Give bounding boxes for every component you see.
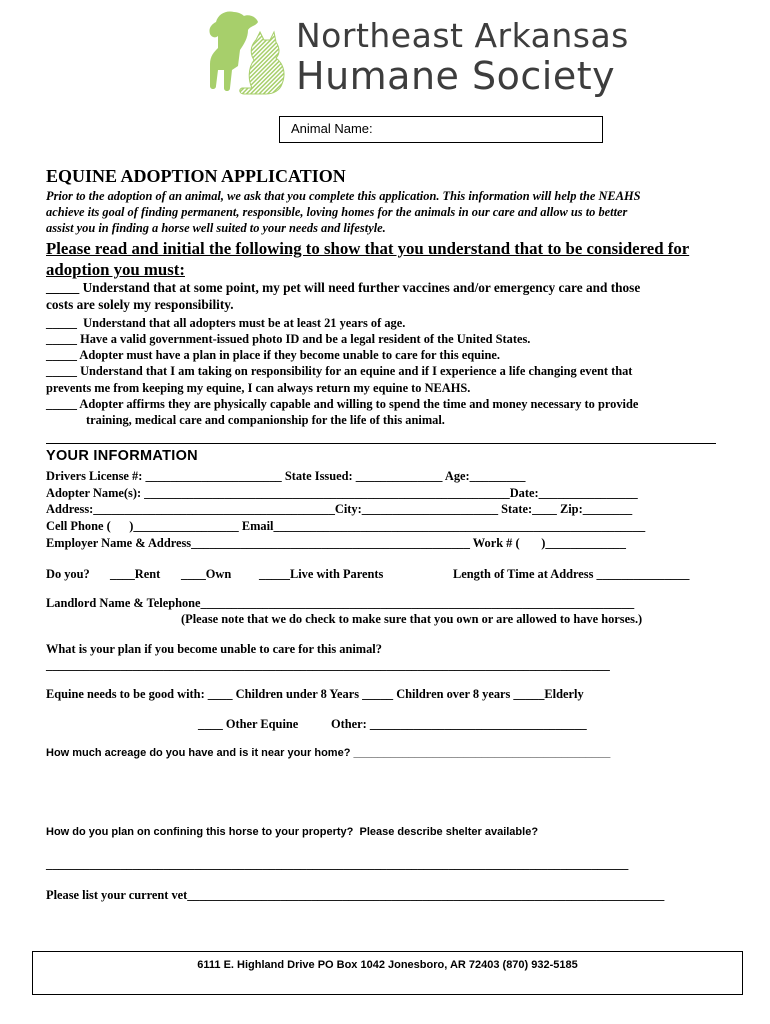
statement-vaccines: _____ Understand that at some point, my pet will need further vaccines and/or emergency care and those xyxy=(46,280,641,295)
landlord-field[interactable]: Landlord Name & Telephone______________________________________________________________________ xyxy=(46,596,635,610)
adopter-name-field[interactable]: Adopter Name(s): ___________________________________________________________Date:________________ xyxy=(46,486,638,500)
form-title: EQUINE ADOPTION APPLICATION xyxy=(46,166,346,186)
confine-question: How do you plan on confining this horse to your property? Please describe shelter available? xyxy=(46,826,539,838)
other-equine-option[interactable]: ____ Other Equine xyxy=(198,717,299,731)
statement-capable-cont: training, medical care and companionship for the life of this animal. xyxy=(86,413,445,427)
length-at-address-field[interactable]: Length of Time at Address _______________ xyxy=(453,567,690,581)
statement-plan: _____ Adopter must have a plan in place if they become unable to care for this equine. xyxy=(46,348,500,362)
your-information-heading: YOUR INFORMATION xyxy=(46,448,198,464)
logo-line-2: Humane Society xyxy=(296,54,616,98)
statement-capable: _____ Adopter affirms they are physically capable and willing to spend the time and money necessary to provide xyxy=(46,397,639,411)
address-field[interactable]: Address:_______________________________________City:______________________ State:____ Zip:________ xyxy=(46,502,633,516)
other-field[interactable]: Other: ___________________________________ xyxy=(331,717,587,731)
vet-field[interactable]: Please list your current vet_____________________________________________________________________________ xyxy=(46,888,665,902)
initial-heading-line-1: Please read and initial the following to show that you understand that to be considered for xyxy=(46,239,690,258)
employer-field[interactable]: Employer Name & Address_____________________________________________ Work # ( )_____________ xyxy=(46,536,626,550)
initial-heading-line-2: adoption you must: xyxy=(46,260,185,279)
statement-photo-id: _____ Have a valid government-issued photo ID and be a legal resident of the United States. xyxy=(46,332,531,346)
logo-line-1: Northeast Arkansas xyxy=(296,16,629,55)
drivers-license-field[interactable]: Drivers License #: ______________________ State Issued: ______________ Age:_________ xyxy=(46,469,526,483)
animal-name-field[interactable] xyxy=(279,116,603,143)
statement-responsibility: _____ Understand that I am taking on responsibility for an equine and if I experience a life changing event that xyxy=(46,364,633,378)
intro-line-2: achieve its goal of finding permanent, responsible, loving homes for the animals in our care and allow us to better xyxy=(46,205,628,219)
neahs-logo xyxy=(204,8,629,106)
rent-option[interactable]: ____Rent xyxy=(110,567,161,581)
live-with-parents-option[interactable]: _____Live with Parents xyxy=(259,567,384,581)
dog-cat-logo-icon xyxy=(204,8,292,100)
animal-name-label: Animal Name: xyxy=(291,121,373,136)
footer-address: 6111 E. Highland Drive PO Box 1042 Jonesboro, AR 72403 (870) 932-5185 xyxy=(197,959,578,971)
intro-line-3: assist you in finding a horse well suited to your needs and lifestyle. xyxy=(46,221,386,235)
plan-answer-line[interactable]: ___________________________________________________________________________________________ xyxy=(46,658,610,672)
landlord-note: (Please note that we do check to make sure that you own or are allowed to have horses.) xyxy=(181,612,643,626)
statement-responsibility-cont: prevents me from keeping my equine, I can always return my equine to NEAHS. xyxy=(46,381,471,395)
confine-answer-line[interactable]: ______________________________________________________________________________________________ xyxy=(46,857,629,871)
good-with-field[interactable]: Equine needs to be good with: ____ Children under 8 Years _____ Children over 8 years _____Elderly xyxy=(46,687,584,701)
own-option[interactable]: ____Own xyxy=(181,567,232,581)
plan-question: What is your plan if you become unable to care for this animal? xyxy=(46,642,382,656)
statement-vaccines-cont: costs are solely my responsibility. xyxy=(46,297,234,312)
footer-box xyxy=(32,951,743,995)
acreage-question[interactable]: How much acreage do you have and is it near your home? __________________________________________ xyxy=(46,747,611,759)
do-you-label: Do you? xyxy=(46,567,90,581)
section-divider xyxy=(46,443,716,444)
intro-line-1: Prior to the adoption of an animal, we ask that you complete this application. This information will help the NEAHS xyxy=(46,189,641,203)
phone-email-field[interactable]: Cell Phone ( )_________________ Email____________________________________________________________ xyxy=(46,519,646,533)
statement-age: _____ Understand that all adopters must be at least 21 years of age. xyxy=(46,316,406,330)
